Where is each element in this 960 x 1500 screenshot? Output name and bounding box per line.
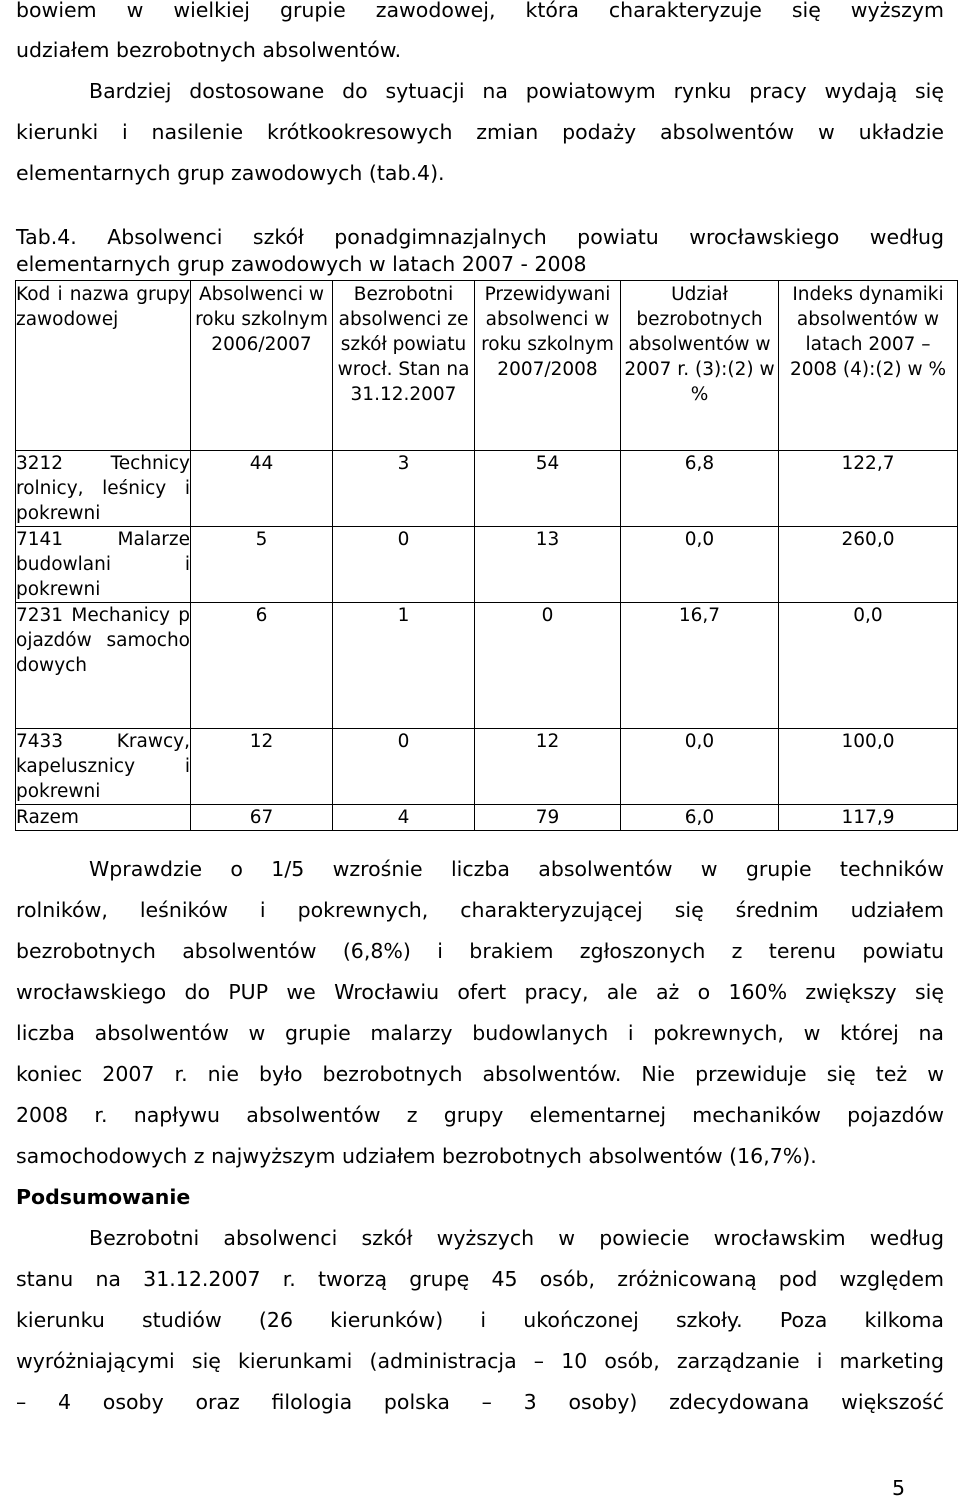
text-line: kierunku studiów (26 kierunków) i ukończonej szkoły. Poza kilkoma — [16, 1308, 944, 1332]
table-cell: 44 — [191, 451, 333, 527]
table-caption: elementarnych grup zawodowych w latach 2007 - 2008 — [16, 252, 587, 276]
text-line: wyróżniającymi się kierunkami (administracja – 10 osób, zarządzanie i marketing — [16, 1349, 944, 1373]
row-label: Razem — [16, 805, 191, 831]
text-line: wrocławskiego do PUP we Wrocławiu ofert pracy, ale aż o 160% zwiększy się — [16, 980, 944, 1004]
graduates-table — [15, 280, 958, 831]
header-cell: Udział bezrobotnych absolwentów w 2007 r. (3):(2) w % — [621, 281, 779, 451]
table-cell: 0 — [333, 729, 475, 805]
text-line: 2008 r. napływu absolwentów z grupy elementarnej mechaników pojazdów — [16, 1103, 944, 1127]
table-cell: 122,7 — [779, 451, 958, 527]
table-cell: 6 — [191, 603, 333, 729]
row-label: 3212 Technicy rolnicy, leśnicy i pokrewni — [16, 451, 191, 527]
table-cell: 0,0 — [621, 729, 779, 805]
table-cell: 3 — [333, 451, 475, 527]
header-cell: Absolwenci w roku szkolnym 2006/2007 — [191, 281, 333, 451]
table-cell: 260,0 — [779, 527, 958, 603]
table-cell: 54 — [475, 451, 621, 527]
table-row — [16, 527, 958, 603]
table-cell: 79 — [475, 805, 621, 831]
table-row — [16, 729, 958, 805]
table-cell: 117,9 — [779, 805, 958, 831]
table-cell: 0,0 — [621, 527, 779, 603]
section-heading: Podsumowanie — [16, 1185, 191, 1209]
text-line: bezrobotnych absolwentów (6,8%) i brakiem zgłoszonych z terenu powiatu — [16, 939, 944, 963]
text-line: Bardziej dostosowane do sytuacji na powiatowym rynku pracy wydają się — [89, 79, 944, 103]
text-line: bowiem w wielkiej grupie zawodowej, która charakteryzuje się wyższym — [16, 0, 944, 22]
table-row — [16, 451, 958, 527]
row-label: 7141 Malarze budowlani i pokrewni — [16, 527, 191, 603]
page-number: 5 — [892, 1476, 906, 1500]
text-line: samochodowych z najwyższym udziałem bezrobotnych absolwentów (16,7%). — [16, 1144, 817, 1168]
table-cell: 67 — [191, 805, 333, 831]
table-cell: 6,8 — [621, 451, 779, 527]
text-line: rolników, leśników i pokrewnych, charakteryzującej się średnim udziałem — [16, 898, 944, 922]
table-cell: 13 — [475, 527, 621, 603]
header-cell: Bezrobotni absolwenci ze szkół powiatu wrocł. Stan na 31.12.2007 — [333, 281, 475, 451]
text-line: stanu na 31.12.2007 r. tworzą grupę 45 osób, zróżnicowaną pod względem — [16, 1267, 944, 1291]
text-line: liczba absolwentów w grupie malarzy budowlanych i pokrewnych, w której na — [16, 1021, 944, 1045]
text-line: udziałem bezrobotnych absolwentów. — [16, 38, 402, 62]
text-line: koniec 2007 r. nie było bezrobotnych absolwentów. Nie przewiduje się też w — [16, 1062, 944, 1086]
row-label: 7433 Krawcy, kapelusznicy i pokrewni — [16, 729, 191, 805]
text-line: Wprawdzie o 1/5 wzrośnie liczba absolwentów w grupie techników — [89, 857, 944, 881]
table-caption: Tab.4. Absolwenci szkół ponadgimnazjalnych powiatu wrocławskiego według — [16, 225, 944, 249]
text-line: elementarnych grup zawodowych (tab.4). — [16, 161, 445, 185]
table-cell: 0,0 — [779, 603, 958, 729]
table-total-row — [16, 805, 958, 831]
table-cell: 12 — [191, 729, 333, 805]
table-cell: 12 — [475, 729, 621, 805]
table-header-row — [16, 281, 958, 451]
header-cell: Przewidywani absolwenci w roku szkolnym 2007/2008 — [475, 281, 621, 451]
table-cell: 1 — [333, 603, 475, 729]
table-cell: 0 — [475, 603, 621, 729]
table-cell: 100,0 — [779, 729, 958, 805]
table-row — [16, 603, 958, 729]
text-line: Bezrobotni absolwenci szkół wyższych w powiecie wrocławskim według — [89, 1226, 944, 1250]
table-cell: 6,0 — [621, 805, 779, 831]
table-cell: 16,7 — [621, 603, 779, 729]
header-cell: Kod i nazwa grupy zawodowej — [16, 281, 191, 451]
text-line: – 4 osoby oraz filologia polska – 3 osoby) zdecydowana większość — [16, 1390, 944, 1414]
table-cell: 0 — [333, 527, 475, 603]
text-line: kierunki i nasilenie krótkookresowych zmian podaży absolwentów w układzie — [16, 120, 944, 144]
table-cell: 5 — [191, 527, 333, 603]
table-cell: 4 — [333, 805, 475, 831]
row-label: 7231 Mechanicy pojazdów samochodowych — [16, 603, 191, 729]
header-cell: Indeks dynamiki absolwentów w latach 2007 – 2008 (4):(2) w % — [779, 281, 958, 451]
